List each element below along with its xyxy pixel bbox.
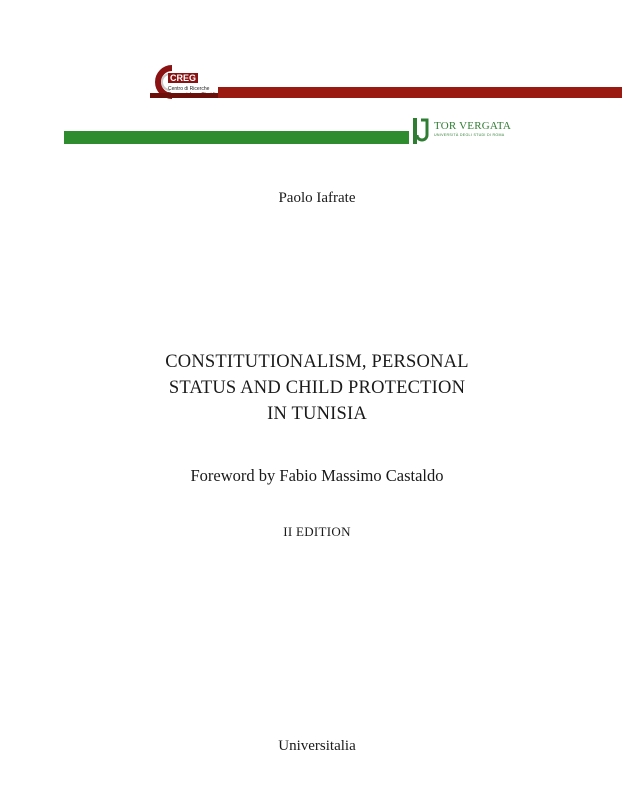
title-line-2: STATUS AND CHILD PROTECTION <box>168 378 466 398</box>
tor-vergata-logo-icon <box>413 118 431 144</box>
book-title <box>0 349 634 427</box>
edition-label: II EDITION <box>283 524 351 539</box>
title-line-3: IN TUNISIA <box>267 404 367 424</box>
foreword-credit: Foreword by Fabio Massimo Castaldo <box>190 466 444 485</box>
creg-line-1: Centro di Ricerche <box>168 86 210 92</box>
green-divider-bar <box>64 131 409 144</box>
red-bar-accent <box>150 93 220 98</box>
red-divider-bar <box>218 87 622 98</box>
publisher-name: Universitalia <box>278 738 356 754</box>
creg-abbr: CREG <box>170 73 197 83</box>
author-name: Paolo Iafrate <box>278 190 356 206</box>
title-line-1: CONSTITUTIONALISM, PERSONAL <box>165 352 469 372</box>
university-name: TOR VERGATA <box>434 120 512 132</box>
university-subtitle: UNIVERSITÀ DEGLI STUDI DI ROMA <box>434 133 505 137</box>
